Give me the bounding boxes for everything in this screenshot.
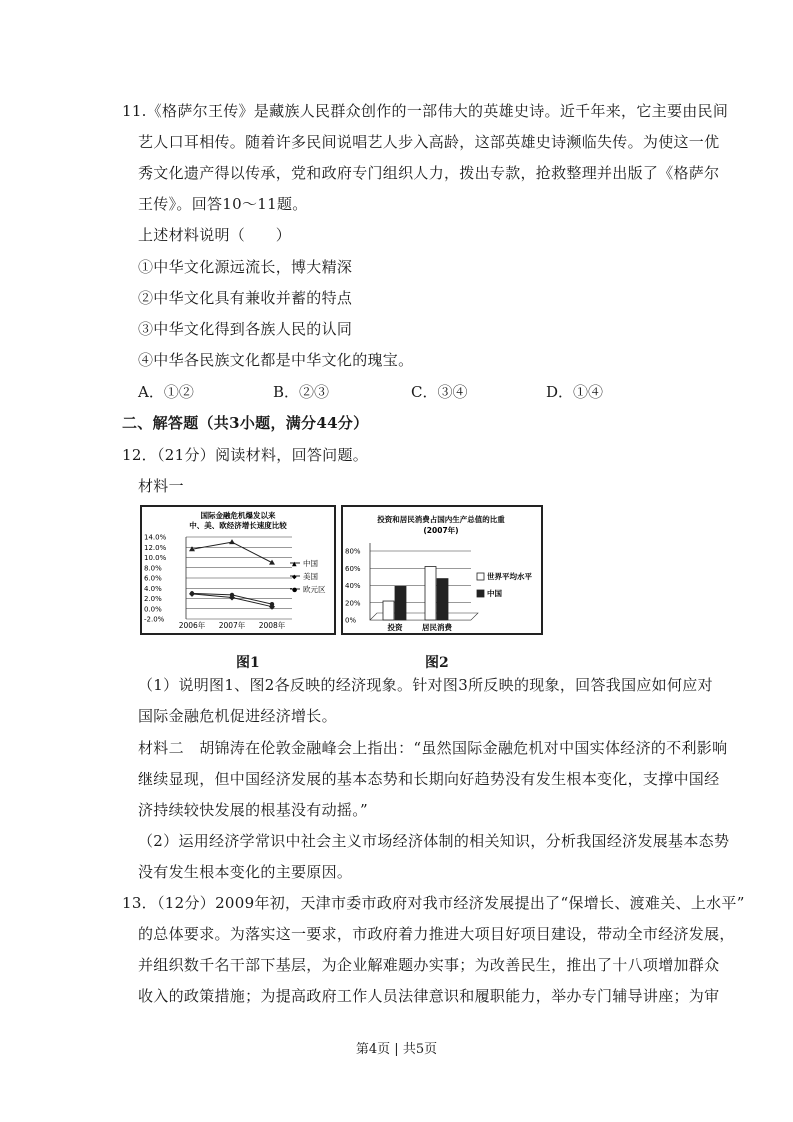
material-1-label: 材料一: [138, 477, 184, 495]
section-2-title: 二、解答题（共3小题，满分44分）: [122, 414, 369, 432]
figure-1-line-chart: [140, 505, 336, 635]
q13-line-2: 的总体要求。为落实这一要求，市政府着力推进大项目好项目建设，带动全市经济发展，: [138, 925, 735, 943]
fig2-bar: [395, 586, 406, 620]
fig1-ytick-label: 12.0%: [144, 543, 167, 552]
fig1-legend-label: 欧元区: [303, 585, 326, 594]
fig2-ytick-label: 80%: [345, 547, 361, 556]
fig2-xtick-label: 投资: [387, 623, 403, 632]
fig2-bar: [437, 579, 448, 620]
fig1-xtick-label: 2006年: [178, 621, 206, 630]
fig1-ytick-label: 14.0%: [144, 533, 167, 542]
fig1-point: [269, 560, 275, 565]
fig1-point: [270, 602, 274, 606]
q11-option-d[interactable]: D．①④: [546, 383, 604, 401]
q11-option-c[interactable]: C．③④: [411, 383, 468, 401]
fig1-legend-marker: ◆: [292, 573, 297, 581]
fig1-xtick-label: 2007年: [218, 621, 246, 630]
material-2-line-3: 济持续较快发展的根基没有动摇。”: [138, 801, 368, 819]
fig1-legend-marker: ▲: [292, 560, 297, 568]
fig1-point: [230, 593, 234, 597]
q11-line-3: 秀文化遗产得以传承，党和政府专门组织人力，拨出专款，抢救整理并出版了《格萨尔: [138, 164, 720, 182]
fig2-title-line-2: (2007年): [423, 526, 459, 535]
q12-sub2-line-2: 没有发生根本变化的主要原因。: [138, 863, 353, 881]
fig2-ytick-label: 40%: [345, 582, 361, 590]
fig1-ytick-label: -2.0%: [144, 615, 165, 624]
fig1-legend-label: 美国: [303, 572, 318, 581]
figure-1-svg: [142, 507, 334, 633]
q11-line-2: 艺人口耳相传。随着许多民间说唱艺人步入高龄，这部英雄史诗濒临失传。为使这一优: [138, 133, 720, 151]
fig1-legend-label: 中国: [303, 559, 318, 568]
figure-2-caption: 图2: [425, 655, 449, 671]
fig2-bar: [425, 567, 436, 620]
figure-2-svg: [343, 507, 541, 633]
q11-statement-2: ②中华文化具有兼收并蓄的特点: [138, 289, 353, 307]
fig1-ytick-label: 4.0%: [144, 584, 162, 593]
q13-line-4: 收入的政策措施；为提高政府工作人员法律意识和履职能力，举办专门辅导讲座；为审: [138, 987, 720, 1005]
q13-line-1: 13．（12分）2009年初，天津市委市政府对我市经济发展提出了“保增长、渡难关、上水平”: [122, 894, 745, 912]
fig2-legend-swatch: [477, 573, 484, 580]
q12-sub1-line-1: （1）说明图1、图2各反映的经济现象。针对图3所反映的现象，回答我国应如何应对: [138, 676, 713, 694]
q11-statement-1: ①中华文化源远流长，博大精深: [138, 258, 353, 276]
fig1-ytick-label: 2.0%: [144, 595, 162, 603]
fig2-xtick-label: 居民消费: [422, 623, 452, 632]
figure-2-bar-chart: [341, 505, 543, 635]
fig1-xtick-label: 2008年: [258, 621, 286, 630]
q11-stem: 上述材料说明（ ）: [138, 226, 292, 244]
material-2-line-2: 继续显现，但中国经济发展的基本态势和长期向好趋势没有发生根本变化，支撑中国经: [138, 770, 720, 788]
fig1-title-line-2: 中、美、欧经济增长速度比较: [189, 521, 287, 530]
fig1-point: [190, 591, 194, 595]
figure-1-caption: 图1: [236, 655, 260, 671]
fig2-bar: [383, 601, 394, 620]
fig1-ytick-label: 8.0%: [144, 564, 162, 573]
q12-sub1-line-2: 国际金融危机促进经济增长。: [138, 707, 337, 725]
fig1-ytick-label: 10.0%: [144, 554, 167, 562]
fig1-ytick-label: 6.0%: [144, 574, 162, 583]
q12-head: 12．（21分）阅读材料，回答问题。: [122, 446, 369, 464]
q11-statement-4: ④中华各民族文化都是中华文化的瑰宝。: [138, 351, 414, 369]
fig2-legend-label: 中国: [487, 589, 502, 598]
fig1-title-line-1: 国际金融危机爆发以来: [200, 511, 276, 520]
fig2-legend-swatch: [477, 590, 484, 597]
fig1-legend-marker: ●: [292, 586, 298, 594]
q11-line-4: 王传》。回答10～11题。: [138, 195, 308, 213]
fig1-ytick-label: 0.0%: [144, 605, 162, 614]
fig2-title-line-1: 投资和居民消费占国内生产总值的比重: [377, 515, 505, 524]
q11-option-b[interactable]: B．②③: [273, 383, 330, 401]
q12-sub2-line-1: （2）运用经济学常识中社会主义市场经济体制的相关知识，分析我国经济发展基本态势: [138, 832, 730, 850]
fig1-point: [229, 539, 235, 544]
fig2-ytick-label: 20%: [345, 599, 361, 608]
q11-line-1: 11.《格萨尔王传》是藏族人民群众创作的一部伟大的英雄史诗。近千年来，它主要由民间: [122, 102, 729, 120]
q11-option-a[interactable]: A．①②: [138, 383, 194, 401]
page-footer: 第4页 | 共5页: [355, 1042, 438, 1057]
q11-statement-3: ③中华文化得到各族人民的认同: [138, 320, 353, 338]
fig2-ytick-label: 60%: [345, 564, 361, 573]
fig1-series-line: [192, 542, 272, 563]
fig2-legend-label: 世界平均水平: [487, 572, 532, 581]
fig2-ytick-label: 0%: [345, 616, 357, 625]
material-2-line-1: 材料二 胡锦涛在伦敦金融峰会上指出：“虽然国际金融危机对中国实体经济的不利影响: [138, 739, 728, 757]
q13-line-3: 并组织数千名干部下基层，为企业解难题办实事；为改善民生，推出了十八项增加群众: [138, 956, 720, 974]
